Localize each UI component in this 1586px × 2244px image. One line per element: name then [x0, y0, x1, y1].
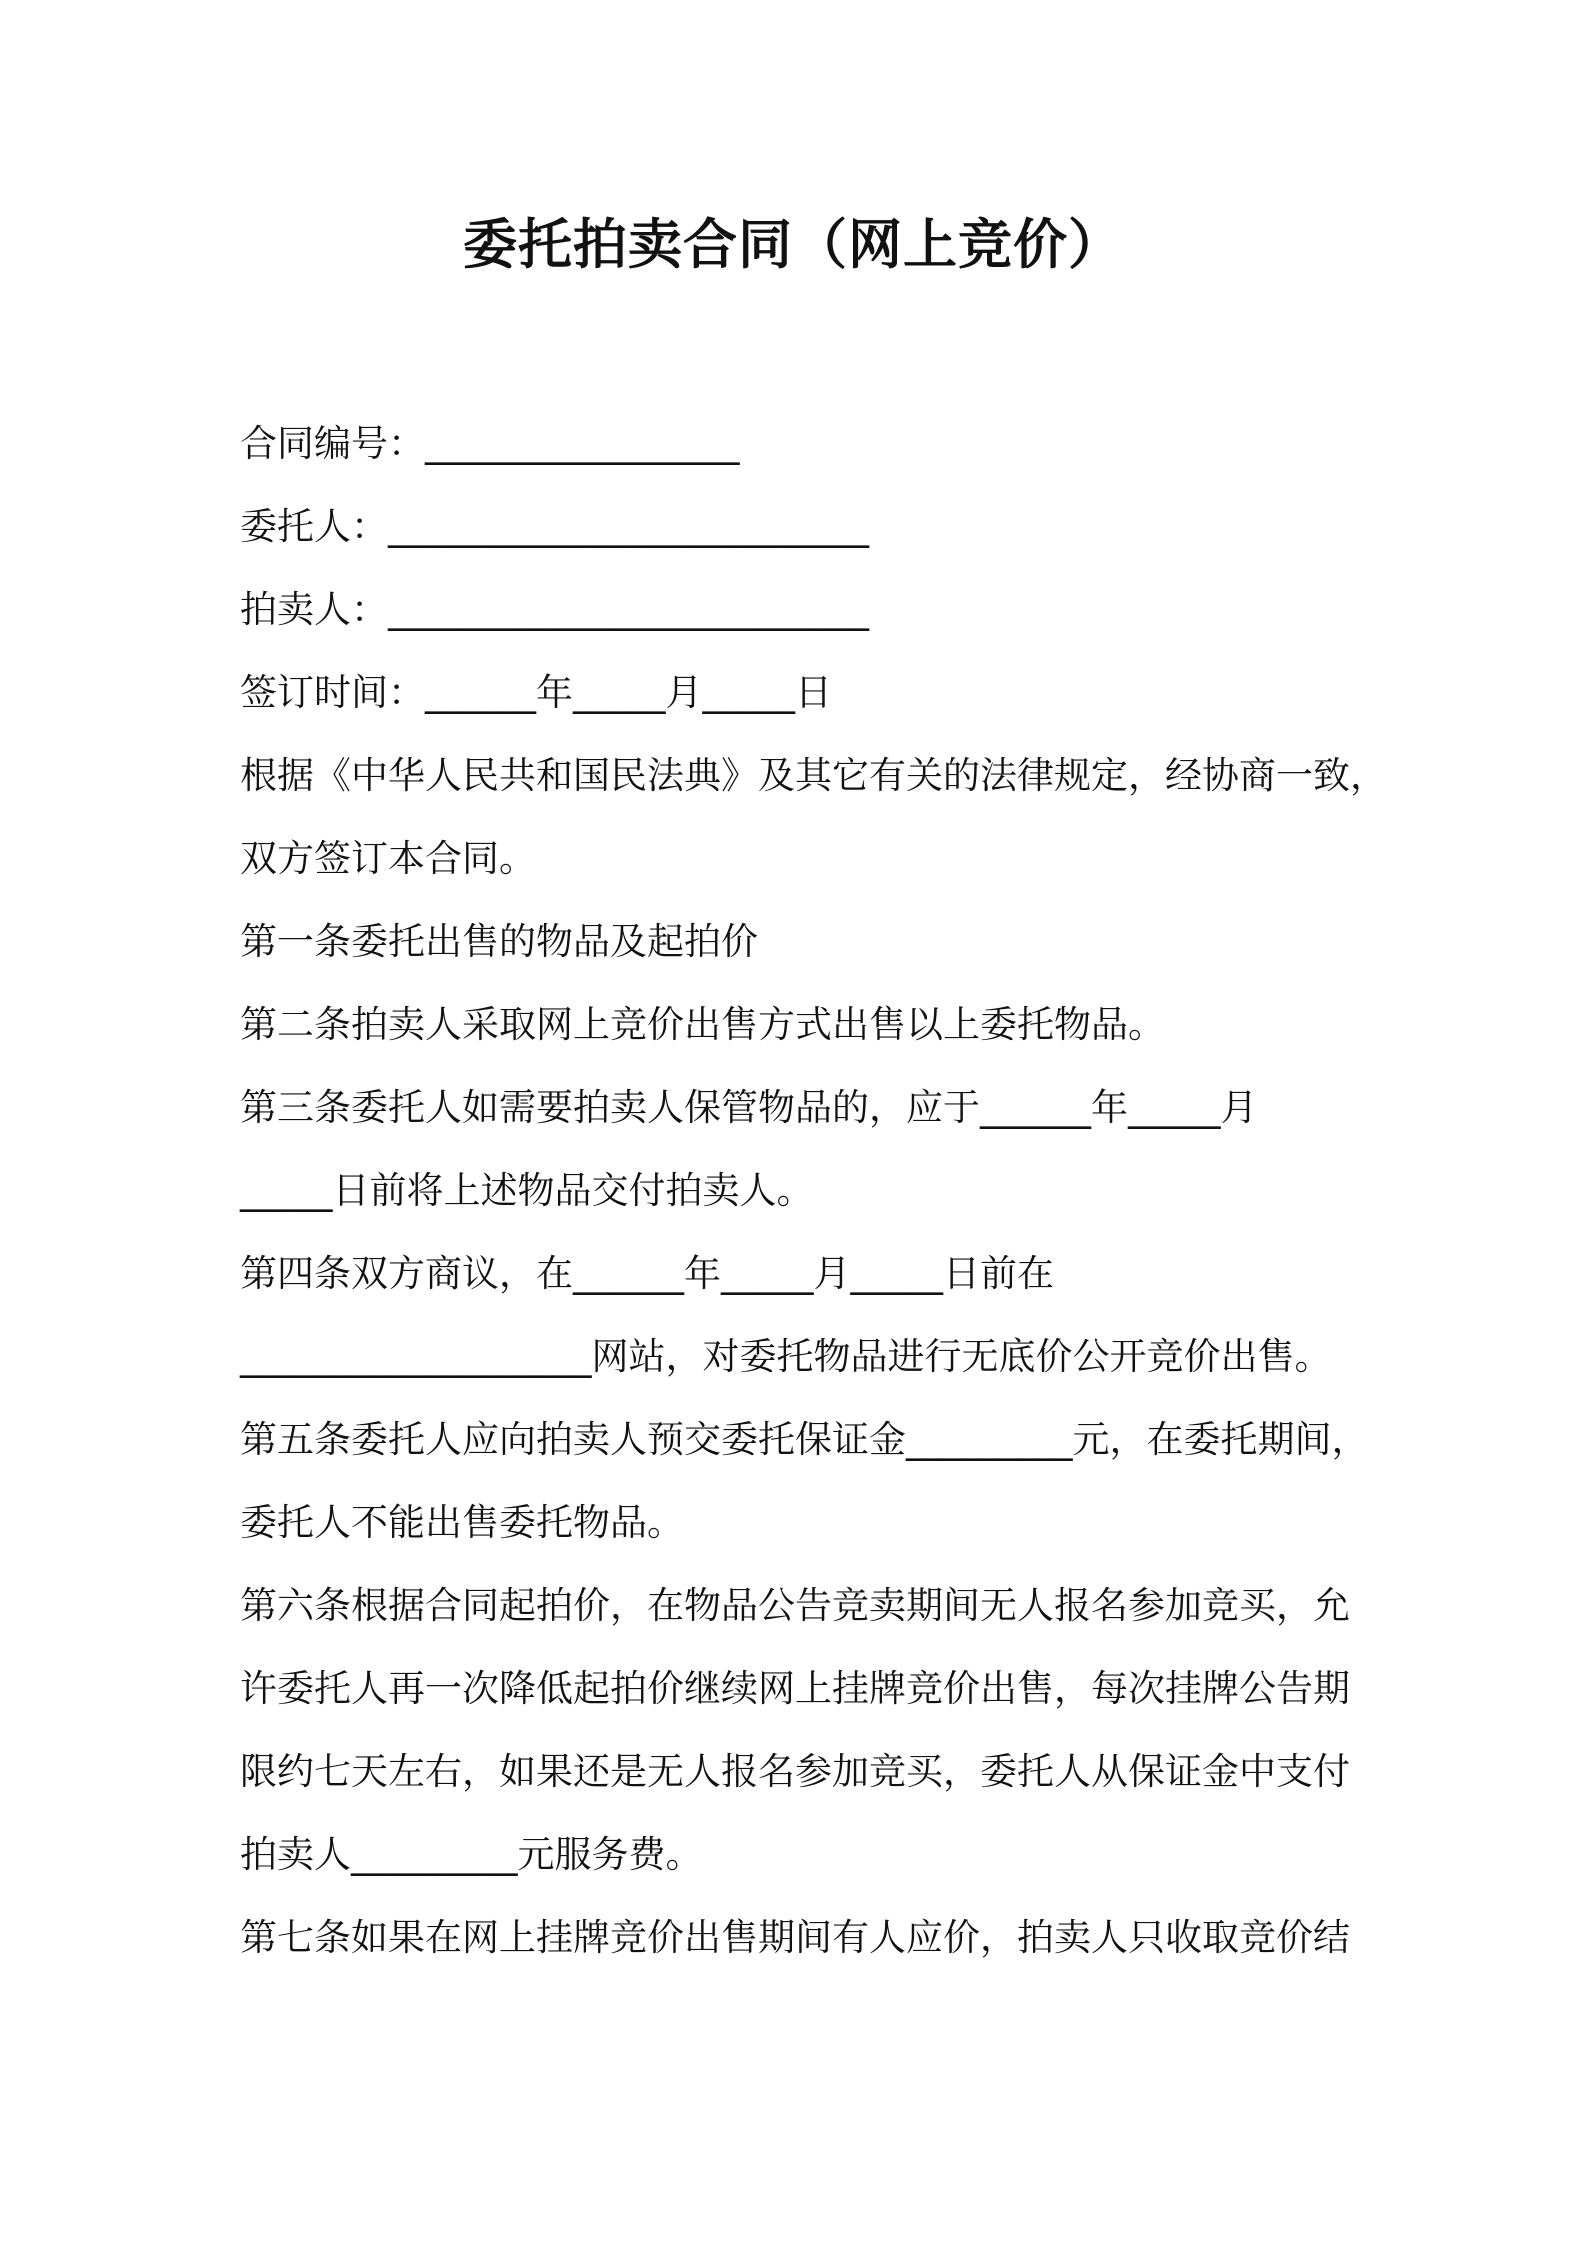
- article-6-line-4: 拍卖人_________元服务费。: [240, 1833, 703, 1876]
- article-2: 第二条拍卖人采取网上竞价出售方式出售以上委托物品。: [240, 1003, 1165, 1046]
- article-6-line-1: 第六条根据合同起拍价，在物品公告竞卖期间无人报名参加竞买，允: [240, 1584, 1350, 1627]
- article-4-line-1: 第四条双方商议，在______年_____月_____日前在: [240, 1252, 1054, 1295]
- article-6-line-3: 限约七天左右，如果还是无人报名参加竞买，委托人从保证金中支付: [240, 1750, 1350, 1793]
- signing-date-line: 签订时间：______年_____月_____日: [240, 671, 832, 714]
- auctioneer-line: 拍卖人：__________________________: [240, 588, 869, 631]
- article-1: 第一条委托出售的物品及起拍价: [240, 920, 758, 963]
- article-7-line-1: 第七条如果在网上挂牌竞价出售期间有人应价，拍卖人只收取竞价结: [240, 1916, 1350, 1959]
- document-body: [240, 402, 1387, 1979]
- article-5-line-2: 委托人不能出售委托物品。: [240, 1501, 684, 1544]
- article-3-line-2: _____日前将上述物品交付拍卖人。: [240, 1169, 814, 1212]
- article-5-line-1: 第五条委托人应向拍卖人预交委托保证金_________元，在委托期间，: [240, 1418, 1369, 1461]
- article-6-line-2: 许委托人再一次降低起拍价继续网上挂牌竞价出售，每次挂牌公告期: [240, 1667, 1350, 1710]
- preamble-line-1: 根据《中华人民共和国民法典》及其它有关的法律规定，经协商一致，: [240, 754, 1387, 797]
- article-3-line-1: 第三条委托人如需要拍卖人保管物品的，应于______年_____月: [240, 1086, 1258, 1129]
- principal-line: 委托人：__________________________: [240, 505, 869, 548]
- contract-number-line: 合同编号：_________________: [240, 422, 740, 465]
- preamble-line-2: 双方签订本合同。: [240, 837, 536, 880]
- article-4-line-2: ___________________网站，对委托物品进行无底价公开竞价出售。: [240, 1335, 1332, 1378]
- document-title: 委托拍卖合同（网上竞价）: [463, 213, 1123, 276]
